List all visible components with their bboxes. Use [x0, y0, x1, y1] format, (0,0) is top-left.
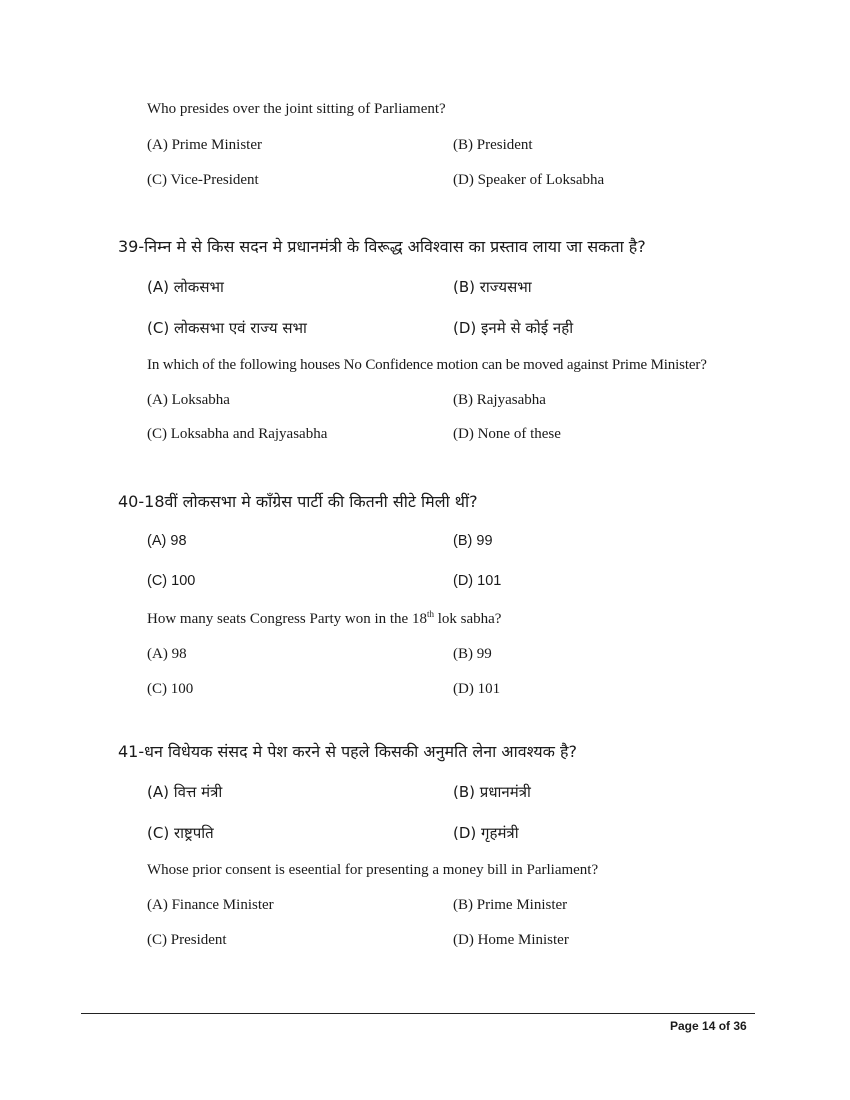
- q39-option-a: (A) Loksabha: [147, 392, 230, 408]
- q41-hindi-option-b: (B) प्रधानमंत्री: [453, 783, 531, 801]
- q38-english-question: Who presides over the joint sitting of Parliament?: [147, 101, 446, 117]
- page-number: Page 14 of 36: [670, 1019, 747, 1033]
- q39-option-d: (D) None of these: [453, 426, 561, 442]
- q40-option-d: (D) 101: [453, 681, 501, 697]
- q40-hindi-option-a: (A) 98: [147, 533, 187, 549]
- q38-option-b: (B) President: [453, 137, 533, 153]
- q40-hindi-option-b: (B) 99: [453, 533, 493, 549]
- q40-english-question: How many seats Congress Party won in the 18th lok sabha?: [147, 609, 502, 627]
- footer-divider: [81, 1013, 755, 1014]
- q39-option-c: (C) Loksabha and Rajyasabha: [147, 426, 328, 442]
- q41-english-question: Whose prior consent is eseential for presenting a money bill in Parliament?: [147, 862, 599, 878]
- q40-hindi-option-d: (D) 101: [453, 573, 502, 589]
- q41-hindi-question: 41-धन विधेयक संसद मे पेश करने से पहले किसकी अनुमति लेना आवश्यक है?: [118, 742, 578, 761]
- q39-option-b: (B) Rajyasabha: [453, 392, 546, 408]
- q41-hindi-option-a: (A) वित्त मंत्री: [147, 783, 223, 801]
- q40-option-c: (C) 100: [147, 681, 194, 697]
- q39-hindi-option-b: (B) राज्यसभा: [453, 278, 532, 296]
- q41-option-a: (A) Finance Minister: [147, 897, 274, 913]
- q39-hindi-option-a: (A) लोकसभा: [147, 278, 224, 296]
- q39-english-question: In which of the following houses No Confidence motion can be moved against Prime Minister?: [147, 357, 707, 373]
- q41-option-b: (B) Prime Minister: [453, 897, 568, 913]
- q39-hindi-question: 39-निम्न मे से किस सदन मे प्रधानमंत्री के विरूद्ध अविश्वास का प्रस्ताव लाया जा सकता है?: [118, 237, 646, 256]
- q39-hindi-option-c: (C) लोकसभा एवं राज्य सभा: [147, 319, 307, 337]
- q40-hindi-question: 40-18वीं लोकसभा मे कॉंग्रेस पार्टी की कितनी सीटे मिली थीं?: [118, 492, 478, 511]
- q38-option-d: (D) Speaker of Loksabha: [453, 172, 605, 188]
- q38-option-c: (C) Vice-President: [147, 172, 259, 188]
- q41-option-d: (D) Home Minister: [453, 932, 569, 948]
- q40-hindi-option-c: (C) 100: [147, 573, 196, 589]
- q41-hindi-option-c: (C) राष्ट्रपति: [147, 824, 214, 842]
- q39-hindi-option-d: (D) इनमे से कोई नही: [453, 319, 574, 337]
- q40-option-a: (A) 98: [147, 646, 187, 662]
- q40-option-b: (B) 99: [453, 646, 492, 662]
- q41-option-c: (C) President: [147, 932, 227, 948]
- q38-option-a: (A) Prime Minister: [147, 137, 262, 153]
- q41-hindi-option-d: (D) गृहमंत्री: [453, 824, 519, 842]
